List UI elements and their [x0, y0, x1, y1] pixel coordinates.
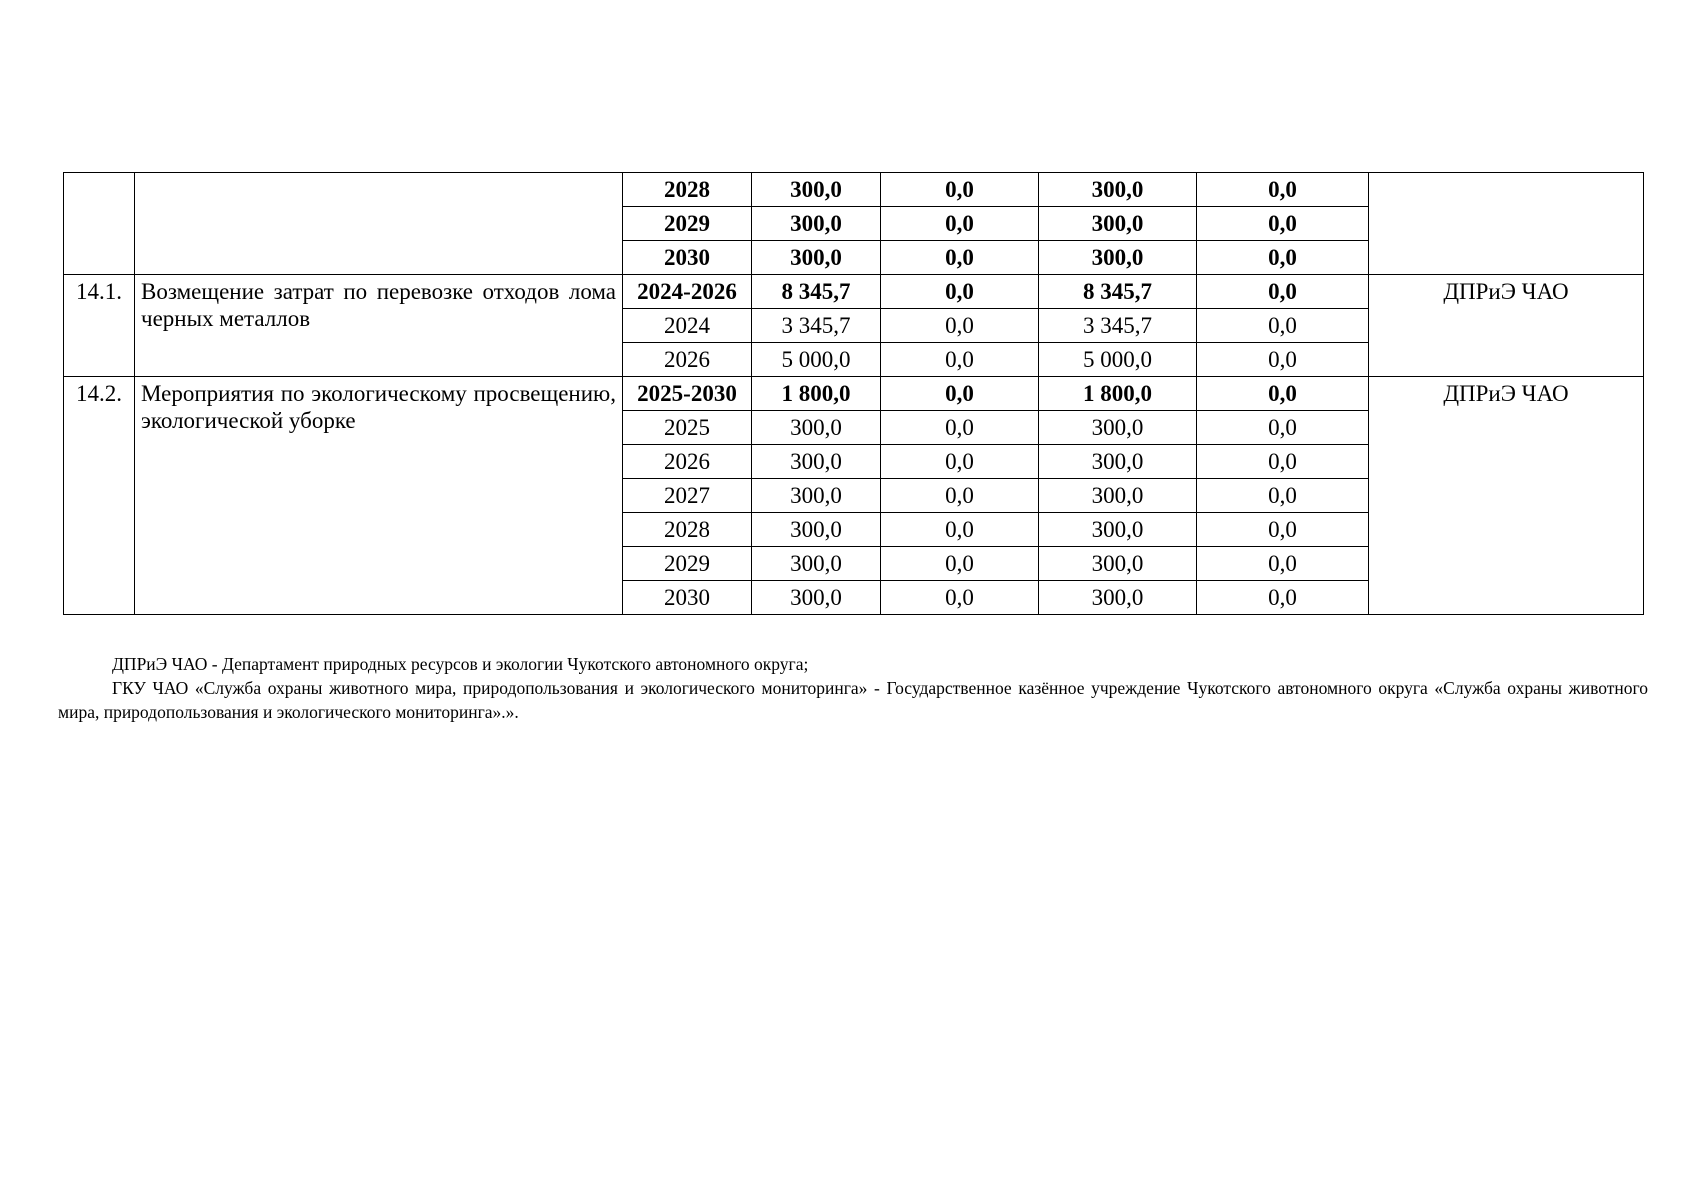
- funding-2-cell: 8 345,7: [1039, 275, 1197, 309]
- funding-1-cell: 0,0: [881, 479, 1039, 513]
- total-cell: 300,0: [752, 445, 881, 479]
- funding-2-cell: 300,0: [1039, 241, 1197, 275]
- total-cell: 300,0: [752, 207, 881, 241]
- year-cell: 2030: [623, 241, 752, 275]
- funding-3-cell: 0,0: [1197, 547, 1369, 581]
- total-cell: 300,0: [752, 513, 881, 547]
- funding-2-cell: 3 345,7: [1039, 309, 1197, 343]
- budget-table-body: [64, 173, 1644, 615]
- item-number-cell: 14.1.: [64, 275, 135, 377]
- year-cell: 2024: [623, 309, 752, 343]
- total-cell: 300,0: [752, 411, 881, 445]
- funding-3-cell: 0,0: [1197, 581, 1369, 615]
- total-cell: 3 345,7: [752, 309, 881, 343]
- funding-3-cell: 0,0: [1197, 343, 1369, 377]
- footnote-dpr: ДПРиЭ ЧАО - Департамент природных ресурсов и экологии Чукотского автономного округа;: [112, 654, 809, 674]
- year-cell: 2030: [623, 581, 752, 615]
- table-row: [64, 377, 1644, 411]
- funding-1-cell: 0,0: [881, 411, 1039, 445]
- funding-2-cell: 5 000,0: [1039, 343, 1197, 377]
- funding-1-cell: 0,0: [881, 275, 1039, 309]
- item-name-cell: [135, 377, 623, 615]
- funding-2-cell: 300,0: [1039, 411, 1197, 445]
- funding-2-cell: 300,0: [1039, 207, 1197, 241]
- funding-3-cell: 0,0: [1197, 207, 1369, 241]
- year-cell: 2028: [623, 173, 752, 207]
- funding-3-cell: 0,0: [1197, 377, 1369, 411]
- year-cell: 2025-2030: [623, 377, 752, 411]
- total-cell: 300,0: [752, 581, 881, 615]
- funding-1-cell: 0,0: [881, 241, 1039, 275]
- funding-1-cell: 0,0: [881, 377, 1039, 411]
- funding-3-cell: 0,0: [1197, 241, 1369, 275]
- funding-2-cell: 300,0: [1039, 173, 1197, 207]
- funding-3-cell: 0,0: [1197, 479, 1369, 513]
- funding-1-cell: 0,0: [881, 343, 1039, 377]
- item-number-cell: 14.2.: [64, 377, 135, 615]
- year-cell: 2028: [623, 513, 752, 547]
- year-cell: 2026: [623, 343, 752, 377]
- funding-2-cell: 1 800,0: [1039, 377, 1197, 411]
- funding-1-cell: 0,0: [881, 581, 1039, 615]
- funding-2-cell: 300,0: [1039, 479, 1197, 513]
- funding-3-cell: 0,0: [1197, 173, 1369, 207]
- funding-3-cell: 0,0: [1197, 513, 1369, 547]
- funding-1-cell: 0,0: [881, 445, 1039, 479]
- funding-3-cell: 0,0: [1197, 275, 1369, 309]
- total-cell: 300,0: [752, 241, 881, 275]
- year-cell: 2026: [623, 445, 752, 479]
- item-name-text: Мероприятия по экологическому просвещению, экологической уборке: [141, 381, 616, 433]
- year-cell: 2029: [623, 547, 752, 581]
- funding-2-cell: 300,0: [1039, 581, 1197, 615]
- total-cell: 8 345,7: [752, 275, 881, 309]
- funding-3-cell: 0,0: [1197, 411, 1369, 445]
- funding-1-cell: 0,0: [881, 309, 1039, 343]
- total-cell: 1 800,0: [752, 377, 881, 411]
- funding-1-cell: 0,0: [881, 173, 1039, 207]
- total-cell: 300,0: [752, 479, 881, 513]
- item-name-text: Возмещение затрат по перевозке отходов лома черных металлов: [141, 279, 616, 331]
- total-cell: 300,0: [752, 173, 881, 207]
- funding-2-cell: 300,0: [1039, 547, 1197, 581]
- budget-table: [63, 172, 1644, 615]
- funding-3-cell: 0,0: [1197, 445, 1369, 479]
- total-cell: 5 000,0: [752, 343, 881, 377]
- funding-3-cell: 0,0: [1197, 309, 1369, 343]
- responsible-cell: ДПРиЭ ЧАО: [1369, 275, 1644, 377]
- total-cell: 300,0: [752, 547, 881, 581]
- footnote-gku: ГКУ ЧАО «Служба охраны животного мира, природопользования и экологического мониторинга» - Государственное казённое учреждение Чукотского автономного округа «Служба охраны животного мира, природопользования и экологического мониторинга».».: [58, 678, 1648, 722]
- year-cell: 2027: [623, 479, 752, 513]
- funding-2-cell: 300,0: [1039, 445, 1197, 479]
- responsible-cell: ДПРиЭ ЧАО: [1369, 377, 1644, 615]
- item-number-cell: [64, 173, 135, 275]
- item-name-cell: [135, 173, 623, 275]
- item-name-cell: [135, 275, 623, 377]
- funding-1-cell: 0,0: [881, 547, 1039, 581]
- year-cell: 2029: [623, 207, 752, 241]
- funding-1-cell: 0,0: [881, 207, 1039, 241]
- responsible-cell: [1369, 173, 1644, 275]
- year-cell: 2024-2026: [623, 275, 752, 309]
- footnotes: [58, 652, 1648, 724]
- table-row: [64, 173, 1644, 207]
- funding-1-cell: 0,0: [881, 513, 1039, 547]
- table-row: [64, 275, 1644, 309]
- funding-2-cell: 300,0: [1039, 513, 1197, 547]
- year-cell: 2025: [623, 411, 752, 445]
